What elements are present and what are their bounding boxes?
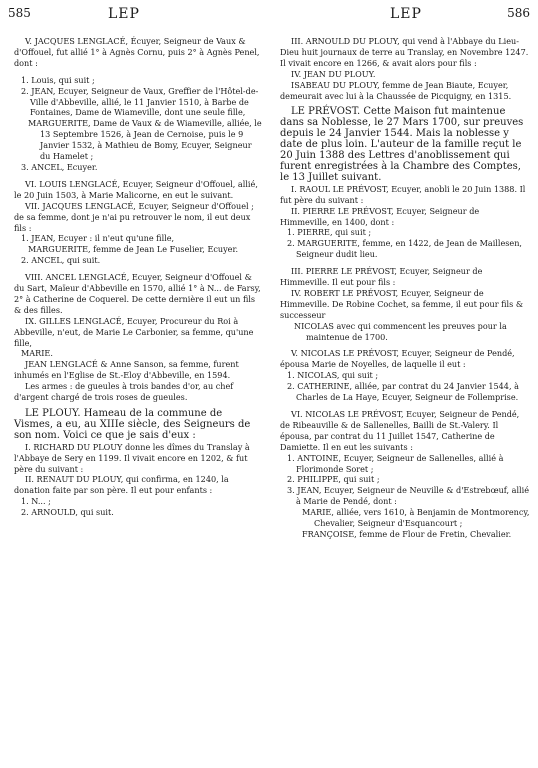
list-item: 3. JEAN, Ecuyer, Seigneur de Neuville & d'Estrebœuf, allié à Marie de Pendé, dont :	[287, 485, 530, 507]
left-column	[14, 36, 264, 518]
list-item: 1. Louis, qui suit ;	[21, 74, 95, 85]
list-item: 2. PHILIPPE, qui suit ;	[287, 474, 380, 485]
paragraph: II. RENAUT DU PLOUY, qui confirma, en 1240, la donation faite par son père. Il eut pour enfants :	[14, 474, 229, 496]
list-item: FRANÇOISE, femme de Flour de Fretin, Chevalier.	[302, 528, 512, 539]
list-item: 1. JEAN, Ecuyer : il n'eut qu'une fille,	[21, 233, 175, 244]
list-item: MARGUERITE, femme de Jean Le Fuselier, Ecuyer.	[28, 244, 239, 255]
paragraph: VII. JACQUES LENGLACÉ, Ecuyer, Seigneur d'Offouel ; de sa femme, dont je n'ai pu retrouver le nom, il eut deux fils :	[14, 200, 254, 233]
list-item: 2. JEAN, Ecuyer, Seigneur de Vaux, Greffier de l'Hôtel-de-Ville d'Abbeville, allié, le 11 Janvier 1510, à Barbe de Fontaines, Dame de Wiameville, dont une seule fille,	[21, 85, 259, 118]
paragraph: V. NICOLAS LE PRÉVOST, Ecuyer, Seigneur de Pendé, épousa Marie de Noyelles, de laquelle il eut :	[280, 348, 515, 370]
entry-heading: LE PLOUY. Hameau de la commune de Vismes, a eu, au XIIIe siècle, des Seigneurs de son nom. Voici ce que je sais d'eux :	[14, 408, 251, 441]
list-item: 2. CATHERINE, alliée, par contrat du 24 Janvier 1544, à Charles de La Haye, Ecuyer, Seigneur de Follemprise.	[287, 381, 519, 403]
paragraph: III. ARNOULD DU PLOUY, qui vend à l'Abbaye du Lieu-Dieu huit journaux de terre au Translay, en Novembre 1247. Il vivait encore en 1266, & avait alors pour fils :	[280, 36, 529, 68]
paragraph: IV. JEAN DU PLOUY.	[291, 68, 376, 79]
paragraph: IV. ROBERT LE PRÉVOST, Ecuyer, Seigneur de Himmeville. De Robine Cochet, sa femme, il eut pour fils & successeur	[280, 287, 524, 320]
paragraph: VIII. ANCEL LENGLACÉ, Ecuyer, Seigneur d'Offouel & du Sart, Maïeur d'Abbeville en 1570, allié 1° à N... de Farsy, 2° à Catherine de Coquerel. De cette dernière il eut un fils & des filles.	[14, 272, 261, 315]
list-item: 1. PIERRE, qui suit ;	[287, 227, 372, 238]
running-head-right: LEP	[390, 6, 422, 22]
list-item: MARGUERITE, Dame de Vaux & de Wiameville, alliée, le 13 Septembre 1526, à Jean de Cernoise, puis le 9 Janvier 1532, à Mathieu de Bomy, Ecuyer, Seigneur du Hamelet ;	[28, 118, 262, 162]
paragraph: ISABEAU DU PLOUY, femme de Jean Biaute, Ecuyer, demeurait avec lui à la Chaussée de Picquigny, en 1315.	[280, 79, 512, 101]
paragraph: JEAN LENGLACÉ & Anne Sanson, sa femme, furent inhumés en l'Eglise de St.-Eloy d'Abbeville, en 1594.	[14, 359, 239, 381]
list-item: MARIE, alliée, vers 1610, à Benjamin de Montmorency, Chevalier, Seigneur d'Esquancourt ;	[302, 507, 530, 529]
page-number-right: 586	[507, 6, 530, 20]
paragraph: V. JACQUES LENGLACÉ, Écuyer, Seigneur de Vaux & d'Offouel, fut allié 1° à Agnès Cornu, puis 2° à Agnès Penel, dont :	[14, 36, 260, 68]
arms-description: Les armes : de gueules à trois bandes d'or, au chef d'argent chargé de trois roses de gueules.	[14, 381, 234, 403]
list-item: 1. NICOLAS, qui suit ;	[287, 370, 379, 381]
page-number-left: 585	[8, 6, 31, 20]
list-item: 2. ARNOULD, qui suit.	[21, 507, 114, 518]
list-item: MARIE.	[21, 348, 53, 359]
paragraph: IX. GILLES LENGLACÉ, Ecuyer, Procureur du Roi à Abbeville, n'eut, de Marie Le Carbonier, sa femme, qu'une fille,	[14, 315, 254, 348]
paragraph: VI. NICOLAS LE PRÉVOST, Ecuyer, Seigneur de Pendé, de Ribeauville & de Sallenelles, Bailli de St.-Valery. Il épousa, par contrat du 11 Juillet 1547, Catherine de Damiette. Il en eut les suivants :	[280, 409, 520, 452]
entry-heading: LE PRÉVOST. Cette Maison fut maintenue dans sa Noblesse, le 27 Mars 1700, sur preuves depuis le 24 Janvier 1544. Mais la noblesse y date de plus loin. L'auteur de la famille reçut le 20 Juin 1388 des Lettres d'anoblissement qui furent enregistrées à la Chambre des Comptes, le 13 Juillet suivant.	[280, 106, 524, 183]
paragraph: II. PIERRE LE PRÉVOST, Ecuyer, Seigneur de Himmeville, en 1400, dont :	[280, 205, 480, 227]
paragraph: I. RAOUL LE PRÉVOST, Ecuyer, anobli le 20 Juin 1388. Il fut père du suivant :	[280, 183, 526, 205]
list-item: 3. ANCEL, Ecuyer.	[21, 161, 98, 172]
right-column	[280, 36, 530, 540]
list-item: 2. MARGUERITE, femme, en 1422, de Jean de Maillesen, Seigneur dudit lieu.	[287, 238, 522, 260]
paragraph: I. RICHARD DU PLOUY donne les dîmes du Translay à l'Abbaye de Sery en 1199. Il vivait encore en 1202, & fut père du suivant :	[14, 441, 250, 474]
list-item: 1. N... ;	[21, 496, 51, 507]
list-item: 1. ANTOINE, Ecuyer, Seigneur de Sallenelles, allié à Florimonde Soret ;	[287, 452, 504, 474]
paragraph: VI. LOUIS LENGLACÉ, Ecuyer, Seigneur d'Offouel, allié, le 20 Juin 1503, à Marie Malicorne, en eut le suivant.	[14, 178, 258, 200]
list-item: NICOLAS avec qui commencent les preuves pour la maintenue de 1700.	[294, 320, 507, 342]
running-head-left: LEP	[108, 6, 140, 22]
list-item: 2. ANCEL, qui suit.	[21, 255, 101, 266]
paragraph: III. PIERRE LE PRÉVOST, Ecuyer, Seigneur de Himmeville. Il eut pour fils :	[280, 266, 483, 288]
